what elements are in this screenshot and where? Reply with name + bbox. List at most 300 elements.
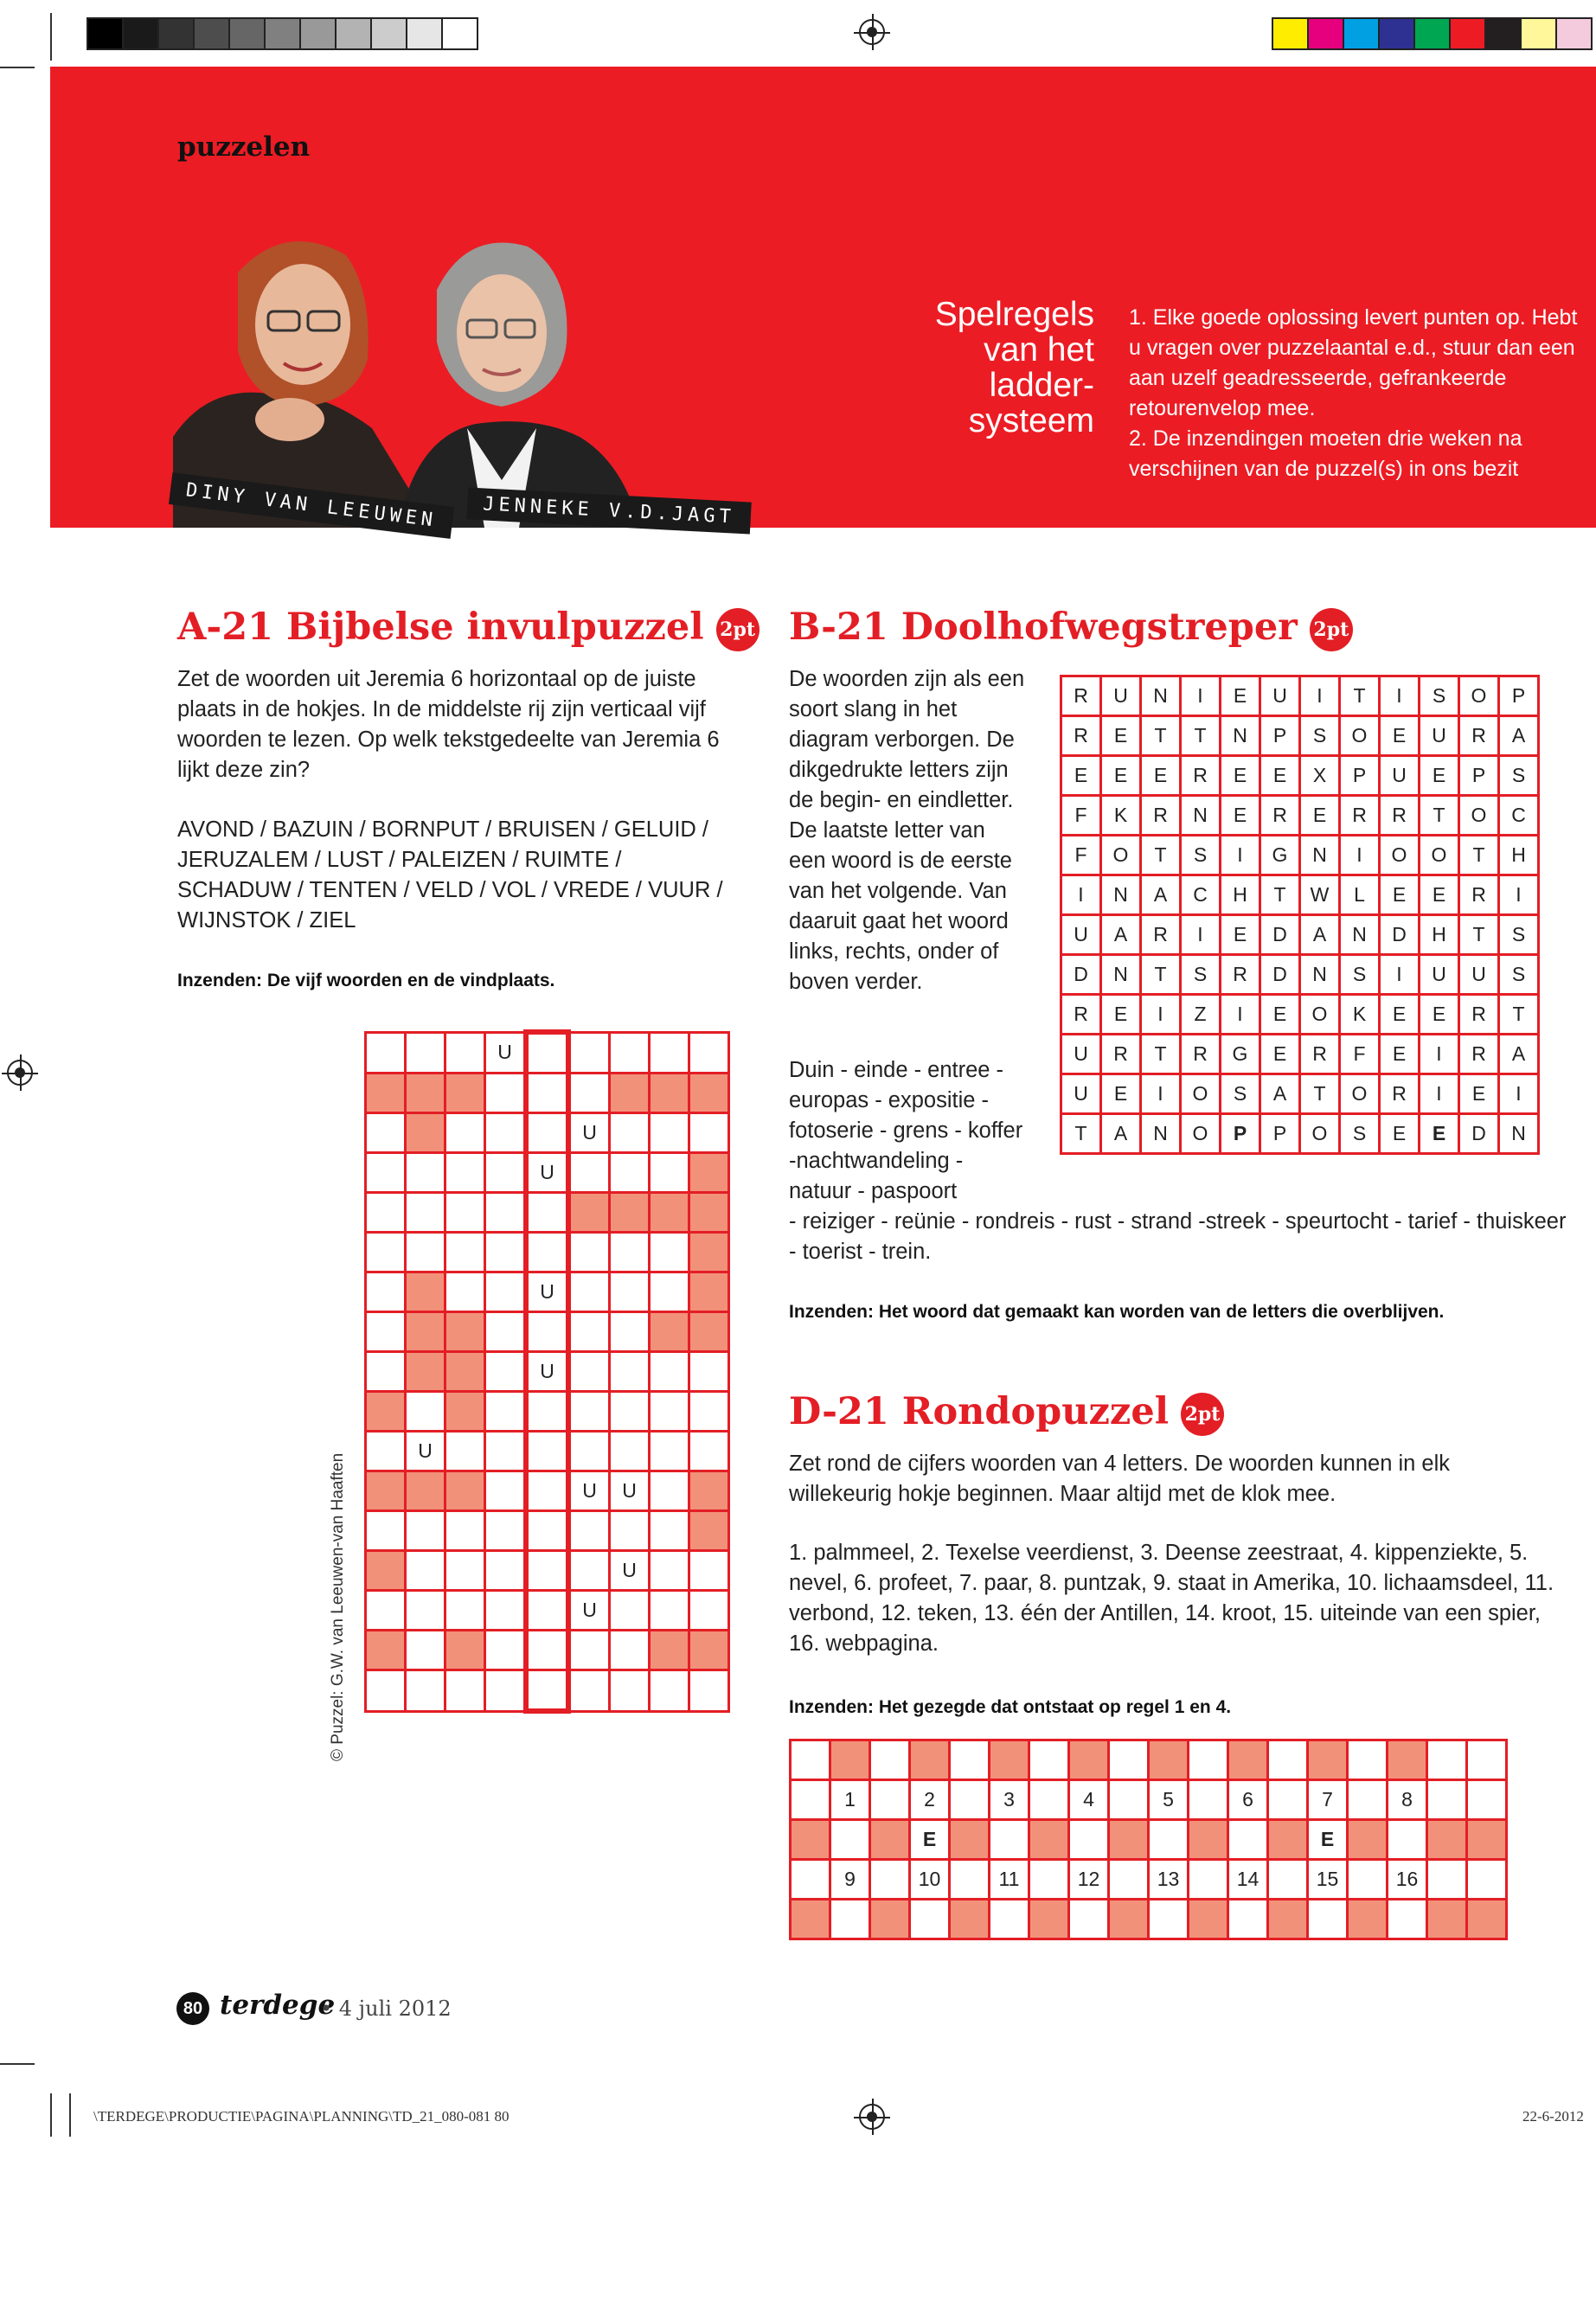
- grid-cell[interactable]: [568, 1153, 610, 1193]
- grid-cell[interactable]: [485, 1670, 527, 1712]
- grid-cell[interactable]: [1348, 1740, 1388, 1780]
- grid-cell[interactable]: [568, 1032, 610, 1074]
- grid-cell[interactable]: [406, 1352, 445, 1392]
- grid-cell[interactable]: [1348, 1900, 1388, 1939]
- grid-cell[interactable]: [445, 1113, 485, 1153]
- grid-cell[interactable]: 12: [1069, 1860, 1109, 1900]
- grid-cell[interactable]: R: [1459, 995, 1499, 1035]
- grid-cell[interactable]: R: [1221, 955, 1260, 995]
- grid-cell[interactable]: [1069, 1740, 1109, 1780]
- grid-cell[interactable]: [1189, 1860, 1228, 1900]
- grid-cell[interactable]: [1109, 1820, 1149, 1860]
- grid-cell[interactable]: [1308, 1740, 1348, 1780]
- grid-cell[interactable]: S: [1300, 716, 1340, 756]
- grid-cell[interactable]: R: [1181, 1035, 1221, 1074]
- grid-cell[interactable]: A: [1300, 915, 1340, 955]
- grid-cell[interactable]: T: [1141, 955, 1181, 995]
- grid-cell[interactable]: N: [1101, 875, 1141, 915]
- grid-cell[interactable]: [689, 1511, 729, 1551]
- grid-cell[interactable]: E: [1221, 676, 1260, 716]
- grid-cell[interactable]: D: [1061, 955, 1101, 995]
- grid-cell[interactable]: P: [1221, 1114, 1260, 1154]
- grid-cell[interactable]: E: [1221, 796, 1260, 836]
- grid-cell[interactable]: A: [1101, 915, 1141, 955]
- grid-cell[interactable]: [610, 1193, 650, 1233]
- grid-cell[interactable]: S: [1340, 1114, 1380, 1154]
- grid-cell[interactable]: [526, 1032, 568, 1074]
- grid-cell[interactable]: [610, 1074, 650, 1113]
- grid-cell[interactable]: [526, 1471, 568, 1511]
- grid-cell[interactable]: [445, 1312, 485, 1352]
- grid-cell[interactable]: [610, 1312, 650, 1352]
- grid-cell[interactable]: O: [1420, 836, 1459, 875]
- grid-cell[interactable]: [870, 1900, 910, 1939]
- grid-cell[interactable]: [1029, 1860, 1069, 1900]
- grid-cell[interactable]: [445, 1352, 485, 1392]
- grid-cell[interactable]: H: [1499, 836, 1539, 875]
- grid-cell[interactable]: [485, 1074, 527, 1113]
- grid-cell[interactable]: N: [1101, 955, 1141, 995]
- grid-cell[interactable]: [526, 1432, 568, 1471]
- grid-cell[interactable]: T: [1459, 915, 1499, 955]
- grid-cell[interactable]: I: [1420, 1074, 1459, 1114]
- grid-cell[interactable]: [689, 1032, 729, 1074]
- grid-cell[interactable]: [406, 1233, 445, 1272]
- grid-cell[interactable]: [910, 1900, 950, 1939]
- grid-cell[interactable]: [366, 1551, 406, 1591]
- grid-cell[interactable]: D: [1260, 955, 1300, 995]
- grid-cell[interactable]: U: [568, 1591, 610, 1631]
- grid-cell[interactable]: D: [1380, 915, 1420, 955]
- grid-cell[interactable]: [445, 1074, 485, 1113]
- grid-cell[interactable]: I: [1181, 915, 1221, 955]
- grid-cell[interactable]: [1149, 1820, 1189, 1860]
- grid-cell[interactable]: R: [1459, 875, 1499, 915]
- grid-cell[interactable]: 6: [1228, 1780, 1268, 1820]
- grid-cell[interactable]: R: [1101, 1035, 1141, 1074]
- grid-cell[interactable]: [366, 1074, 406, 1113]
- grid-cell[interactable]: [1268, 1780, 1308, 1820]
- grid-cell[interactable]: N: [1300, 836, 1340, 875]
- grid-cell[interactable]: U: [1101, 676, 1141, 716]
- grid-cell[interactable]: [1109, 1860, 1149, 1900]
- grid-cell[interactable]: E: [1380, 716, 1420, 756]
- grid-cell[interactable]: [568, 1631, 610, 1670]
- grid-cell[interactable]: [568, 1432, 610, 1471]
- grid-cell[interactable]: [870, 1820, 910, 1860]
- grid-cell[interactable]: U: [1061, 915, 1101, 955]
- grid-cell[interactable]: A: [1141, 875, 1181, 915]
- grid-cell[interactable]: [568, 1392, 610, 1432]
- grid-cell[interactable]: 1: [830, 1780, 870, 1820]
- grid-cell[interactable]: I: [1380, 955, 1420, 995]
- grid-cell[interactable]: [1268, 1900, 1308, 1939]
- grid-cell[interactable]: [526, 1074, 568, 1113]
- grid-cell[interactable]: [1427, 1780, 1467, 1820]
- grid-cell[interactable]: [830, 1900, 870, 1939]
- grid-cell[interactable]: [406, 1113, 445, 1153]
- grid-cell[interactable]: G: [1221, 1035, 1260, 1074]
- grid-cell[interactable]: E: [1260, 995, 1300, 1035]
- grid-cell[interactable]: 16: [1388, 1860, 1427, 1900]
- grid-cell[interactable]: S: [1181, 836, 1221, 875]
- grid-cell[interactable]: [610, 1153, 650, 1193]
- grid-cell[interactable]: [366, 1272, 406, 1312]
- grid-cell[interactable]: [1467, 1820, 1507, 1860]
- grid-cell[interactable]: [1348, 1820, 1388, 1860]
- grid-cell[interactable]: R: [1459, 716, 1499, 756]
- grid-cell[interactable]: F: [1340, 1035, 1380, 1074]
- grid-cell[interactable]: E: [1420, 875, 1459, 915]
- grid-cell[interactable]: [689, 1591, 729, 1631]
- grid-cell[interactable]: [791, 1820, 830, 1860]
- grid-cell[interactable]: R: [1141, 796, 1181, 836]
- grid-cell[interactable]: [406, 1670, 445, 1712]
- grid-cell[interactable]: [830, 1740, 870, 1780]
- grid-cell[interactable]: [485, 1233, 527, 1272]
- grid-cell[interactable]: [445, 1631, 485, 1670]
- grid-cell[interactable]: E: [1141, 756, 1181, 796]
- grid-cell[interactable]: S: [1181, 955, 1221, 995]
- grid-cell[interactable]: [870, 1780, 910, 1820]
- grid-cell[interactable]: E: [1260, 756, 1300, 796]
- grid-cell[interactable]: I: [1141, 1074, 1181, 1114]
- grid-cell[interactable]: [485, 1272, 527, 1312]
- grid-cell[interactable]: T: [1181, 716, 1221, 756]
- grid-cell[interactable]: [366, 1352, 406, 1392]
- grid-cell[interactable]: [1268, 1820, 1308, 1860]
- grid-cell[interactable]: S: [1420, 676, 1459, 716]
- grid-cell[interactable]: [406, 1591, 445, 1631]
- grid-cell[interactable]: [568, 1511, 610, 1551]
- grid-cell[interactable]: T: [1141, 716, 1181, 756]
- grid-cell[interactable]: E: [1380, 995, 1420, 1035]
- grid-cell[interactable]: [445, 1272, 485, 1312]
- grid-cell[interactable]: [950, 1820, 990, 1860]
- grid-cell[interactable]: [1109, 1900, 1149, 1939]
- grid-cell[interactable]: A: [1499, 1035, 1539, 1074]
- grid-cell[interactable]: U: [1260, 676, 1300, 716]
- grid-cell[interactable]: G: [1260, 836, 1300, 875]
- grid-cell[interactable]: T: [1061, 1114, 1101, 1154]
- grid-cell[interactable]: [650, 1312, 689, 1352]
- grid-cell[interactable]: [366, 1113, 406, 1153]
- grid-cell[interactable]: L: [1340, 875, 1380, 915]
- grid-cell[interactable]: [689, 1113, 729, 1153]
- grid-cell[interactable]: [445, 1551, 485, 1591]
- grid-cell[interactable]: E: [1420, 1114, 1459, 1154]
- grid-cell[interactable]: [485, 1312, 527, 1352]
- grid-cell[interactable]: R: [1260, 796, 1300, 836]
- grid-cell[interactable]: [689, 1631, 729, 1670]
- grid-cell[interactable]: [1069, 1900, 1109, 1939]
- grid-cell[interactable]: [406, 1074, 445, 1113]
- grid-cell[interactable]: U: [485, 1032, 527, 1074]
- grid-cell[interactable]: [650, 1032, 689, 1074]
- grid-cell[interactable]: [650, 1670, 689, 1712]
- grid-cell[interactable]: [445, 1392, 485, 1432]
- grid-cell[interactable]: R: [1181, 756, 1221, 796]
- grid-cell[interactable]: [406, 1631, 445, 1670]
- grid-cell[interactable]: [650, 1631, 689, 1670]
- grid-cell[interactable]: [366, 1432, 406, 1471]
- grid-cell[interactable]: A: [1101, 1114, 1141, 1154]
- grid-cell[interactable]: [830, 1820, 870, 1860]
- grid-cell[interactable]: R: [1061, 995, 1101, 1035]
- grid-cell[interactable]: [568, 1352, 610, 1392]
- grid-cell[interactable]: [1228, 1740, 1268, 1780]
- grid-cell[interactable]: E: [1300, 796, 1340, 836]
- grid-cell[interactable]: X: [1300, 756, 1340, 796]
- grid-cell[interactable]: 3: [990, 1780, 1029, 1820]
- grid-cell[interactable]: U: [1420, 955, 1459, 995]
- grid-cell[interactable]: O: [1459, 796, 1499, 836]
- grid-cell[interactable]: [485, 1631, 527, 1670]
- grid-cell[interactable]: [950, 1780, 990, 1820]
- grid-cell[interactable]: [650, 1551, 689, 1591]
- grid-cell[interactable]: W: [1300, 875, 1340, 915]
- grid-cell[interactable]: [568, 1312, 610, 1352]
- grid-cell[interactable]: [650, 1511, 689, 1551]
- grid-cell[interactable]: 11: [990, 1860, 1029, 1900]
- grid-cell[interactable]: U: [610, 1551, 650, 1591]
- grid-cell[interactable]: [406, 1551, 445, 1591]
- grid-cell[interactable]: [445, 1471, 485, 1511]
- grid-cell[interactable]: N: [1181, 796, 1221, 836]
- grid-cell[interactable]: [406, 1153, 445, 1193]
- grid-cell[interactable]: T: [1260, 875, 1300, 915]
- grid-cell[interactable]: [526, 1312, 568, 1352]
- grid-cell[interactable]: [1189, 1900, 1228, 1939]
- grid-cell[interactable]: I: [1499, 1074, 1539, 1114]
- grid-cell[interactable]: R: [1061, 716, 1101, 756]
- grid-cell[interactable]: [610, 1631, 650, 1670]
- grid-cell[interactable]: O: [1181, 1074, 1221, 1114]
- grid-cell[interactable]: [950, 1900, 990, 1939]
- grid-cell[interactable]: [610, 1272, 650, 1312]
- grid-cell[interactable]: U: [568, 1471, 610, 1511]
- grid-cell[interactable]: [650, 1074, 689, 1113]
- grid-cell[interactable]: [610, 1432, 650, 1471]
- grid-cell[interactable]: [366, 1032, 406, 1074]
- grid-cell[interactable]: E: [1221, 756, 1260, 796]
- grid-cell[interactable]: [910, 1740, 950, 1780]
- grid-cell[interactable]: [526, 1591, 568, 1631]
- grid-cell[interactable]: C: [1181, 875, 1221, 915]
- grid-cell[interactable]: [689, 1272, 729, 1312]
- grid-cell[interactable]: [1268, 1740, 1308, 1780]
- grid-cell[interactable]: [689, 1551, 729, 1591]
- grid-cell[interactable]: [1268, 1860, 1308, 1900]
- grid-cell[interactable]: [485, 1511, 527, 1551]
- grid-cell[interactable]: [610, 1032, 650, 1074]
- grid-cell[interactable]: T: [1420, 796, 1459, 836]
- grid-cell[interactable]: R: [1300, 1035, 1340, 1074]
- grid-cell[interactable]: E: [1420, 995, 1459, 1035]
- grid-cell[interactable]: O: [1101, 836, 1141, 875]
- grid-cell[interactable]: [1467, 1860, 1507, 1900]
- grid-cell[interactable]: O: [1459, 676, 1499, 716]
- grid-cell[interactable]: [485, 1153, 527, 1193]
- grid-cell[interactable]: P: [1260, 1114, 1300, 1154]
- grid-cell[interactable]: N: [1221, 716, 1260, 756]
- grid-cell[interactable]: [689, 1432, 729, 1471]
- grid-cell[interactable]: U: [1061, 1035, 1101, 1074]
- grid-cell[interactable]: [610, 1113, 650, 1153]
- grid-cell[interactable]: U: [1061, 1074, 1101, 1114]
- grid-cell[interactable]: S: [1221, 1074, 1260, 1114]
- grid-cell[interactable]: E: [1420, 756, 1459, 796]
- grid-cell[interactable]: [870, 1860, 910, 1900]
- grid-cell[interactable]: [1149, 1900, 1189, 1939]
- grid-cell[interactable]: E: [1308, 1820, 1348, 1860]
- grid-cell[interactable]: O: [1380, 836, 1420, 875]
- grid-cell[interactable]: [568, 1074, 610, 1113]
- grid-cell[interactable]: K: [1340, 995, 1380, 1035]
- grid-cell[interactable]: [445, 1193, 485, 1233]
- grid-cell[interactable]: [650, 1352, 689, 1392]
- grid-cell[interactable]: [689, 1193, 729, 1233]
- grid-cell[interactable]: [610, 1670, 650, 1712]
- grid-cell[interactable]: [650, 1392, 689, 1432]
- grid-cell[interactable]: R: [1141, 915, 1181, 955]
- grid-cell[interactable]: E: [1260, 1035, 1300, 1074]
- grid-cell[interactable]: [366, 1193, 406, 1233]
- grid-cell[interactable]: [568, 1193, 610, 1233]
- grid-cell[interactable]: [445, 1432, 485, 1471]
- grid-cell[interactable]: [485, 1352, 527, 1392]
- grid-cell[interactable]: [610, 1352, 650, 1392]
- grid-cell[interactable]: A: [1499, 716, 1539, 756]
- grid-cell[interactable]: [568, 1670, 610, 1712]
- grid-cell[interactable]: Z: [1181, 995, 1221, 1035]
- grid-cell[interactable]: [568, 1551, 610, 1591]
- grid-cell[interactable]: O: [1181, 1114, 1221, 1154]
- grid-cell[interactable]: [689, 1074, 729, 1113]
- grid-cell[interactable]: [1228, 1900, 1268, 1939]
- grid-cell[interactable]: I: [1340, 836, 1380, 875]
- grid-cell[interactable]: [366, 1471, 406, 1511]
- grid-cell[interactable]: [366, 1591, 406, 1631]
- grid-cell[interactable]: I: [1061, 875, 1101, 915]
- grid-cell[interactable]: [1189, 1780, 1228, 1820]
- grid-cell[interactable]: [950, 1860, 990, 1900]
- grid-cell[interactable]: [445, 1591, 485, 1631]
- grid-cell[interactable]: [1467, 1900, 1507, 1939]
- grid-cell[interactable]: [610, 1392, 650, 1432]
- grid-cell[interactable]: C: [1499, 796, 1539, 836]
- grid-cell[interactable]: [406, 1193, 445, 1233]
- grid-cell[interactable]: [406, 1032, 445, 1074]
- grid-cell[interactable]: F: [1061, 796, 1101, 836]
- grid-cell[interactable]: H: [1221, 875, 1260, 915]
- grid-cell[interactable]: E: [1101, 1074, 1141, 1114]
- grid-cell[interactable]: [610, 1591, 650, 1631]
- grid-cell[interactable]: 10: [910, 1860, 950, 1900]
- grid-cell[interactable]: [1029, 1780, 1069, 1820]
- grid-cell[interactable]: [1348, 1860, 1388, 1900]
- grid-cell[interactable]: R: [1340, 796, 1380, 836]
- grid-cell[interactable]: T: [1340, 676, 1380, 716]
- grid-cell[interactable]: P: [1459, 756, 1499, 796]
- grid-cell[interactable]: [1388, 1900, 1427, 1939]
- grid-cell[interactable]: S: [1340, 955, 1380, 995]
- grid-cell[interactable]: [610, 1233, 650, 1272]
- grid-cell[interactable]: [445, 1670, 485, 1712]
- grid-cell[interactable]: [485, 1193, 527, 1233]
- grid-cell[interactable]: [485, 1392, 527, 1432]
- grid-cell[interactable]: [689, 1233, 729, 1272]
- grid-cell[interactable]: [950, 1740, 990, 1780]
- grid-cell[interactable]: [526, 1113, 568, 1153]
- grid-cell[interactable]: [445, 1032, 485, 1074]
- grid-cell[interactable]: [990, 1820, 1029, 1860]
- grid-cell[interactable]: E: [1101, 716, 1141, 756]
- grid-cell[interactable]: [366, 1312, 406, 1352]
- grid-cell[interactable]: [526, 1631, 568, 1670]
- grid-cell[interactable]: R: [1380, 1074, 1420, 1114]
- grid-cell[interactable]: [526, 1233, 568, 1272]
- grid-cell[interactable]: [366, 1153, 406, 1193]
- grid-cell[interactable]: [366, 1233, 406, 1272]
- grid-cell[interactable]: [366, 1670, 406, 1712]
- grid-cell[interactable]: [650, 1591, 689, 1631]
- grid-cell[interactable]: [485, 1113, 527, 1153]
- grid-cell[interactable]: E: [1380, 1035, 1420, 1074]
- grid-cell[interactable]: [1427, 1860, 1467, 1900]
- grid-cell[interactable]: [1427, 1900, 1467, 1939]
- grid-cell[interactable]: I: [1221, 836, 1260, 875]
- grid-cell[interactable]: [791, 1780, 830, 1820]
- grid-cell[interactable]: [1388, 1820, 1427, 1860]
- grid-cell[interactable]: [791, 1860, 830, 1900]
- grid-cell[interactable]: [406, 1392, 445, 1432]
- grid-cell[interactable]: R: [1380, 796, 1420, 836]
- grid-cell[interactable]: P: [1340, 756, 1380, 796]
- grid-cell[interactable]: 5: [1149, 1780, 1189, 1820]
- grid-cell[interactable]: 8: [1388, 1780, 1427, 1820]
- grid-cell[interactable]: P: [1260, 716, 1300, 756]
- grid-cell[interactable]: [406, 1272, 445, 1312]
- grid-cell[interactable]: [1467, 1780, 1507, 1820]
- grid-cell[interactable]: [1308, 1900, 1348, 1939]
- grid-cell[interactable]: T: [1459, 836, 1499, 875]
- grid-cell[interactable]: [366, 1631, 406, 1670]
- grid-cell[interactable]: I: [1420, 1035, 1459, 1074]
- grid-cell[interactable]: [650, 1272, 689, 1312]
- grid-cell[interactable]: F: [1061, 836, 1101, 875]
- grid-cell[interactable]: N: [1300, 955, 1340, 995]
- grid-cell[interactable]: T: [1141, 836, 1181, 875]
- grid-cell[interactable]: [689, 1352, 729, 1392]
- grid-cell[interactable]: K: [1101, 796, 1141, 836]
- grid-cell[interactable]: R: [1061, 676, 1101, 716]
- grid-cell[interactable]: 13: [1149, 1860, 1189, 1900]
- grid-cell[interactable]: [526, 1392, 568, 1432]
- grid-cell[interactable]: 4: [1069, 1780, 1109, 1820]
- grid-cell[interactable]: U: [406, 1432, 445, 1471]
- grid-cell[interactable]: E: [1221, 915, 1260, 955]
- grid-cell[interactable]: U: [526, 1352, 568, 1392]
- grid-cell[interactable]: [689, 1153, 729, 1193]
- grid-cell[interactable]: [526, 1193, 568, 1233]
- grid-cell[interactable]: [568, 1272, 610, 1312]
- grid-cell[interactable]: E: [1459, 1074, 1499, 1114]
- grid-cell[interactable]: S: [1499, 955, 1539, 995]
- grid-cell[interactable]: N: [1340, 915, 1380, 955]
- grid-cell[interactable]: [1388, 1740, 1427, 1780]
- grid-cell[interactable]: I: [1300, 676, 1340, 716]
